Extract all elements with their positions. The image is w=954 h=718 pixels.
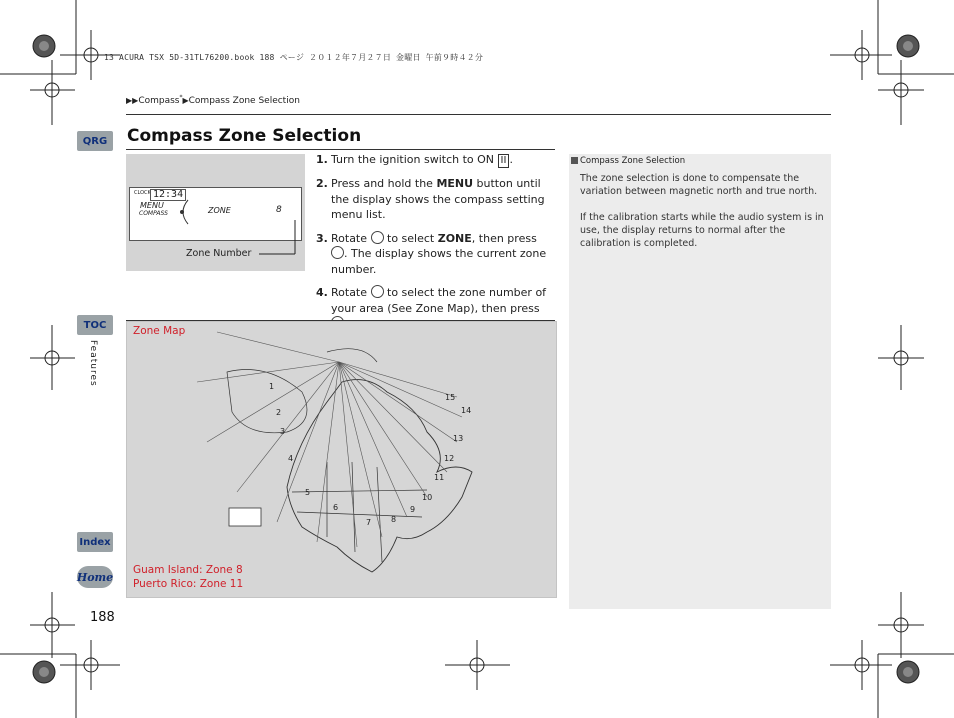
title-rule xyxy=(126,149,555,150)
zone-word: ZONE xyxy=(208,206,231,215)
ignition-key-label: II xyxy=(498,154,510,168)
breadcrumb-compass[interactable]: Compass xyxy=(138,96,180,106)
step-number: 4. xyxy=(316,286,328,299)
compass-text: COMPASS xyxy=(139,210,168,217)
toc-button[interactable]: TOC xyxy=(77,315,113,335)
note-heading xyxy=(571,156,685,166)
instruction-steps xyxy=(316,152,548,340)
arrow-icon: ▶ xyxy=(182,96,189,105)
step-2 xyxy=(316,176,548,223)
zone-map-title: Zone Map xyxy=(133,325,186,337)
note-heading-text: Compass Zone Selection xyxy=(580,156,686,166)
zone-label-15: 15 xyxy=(445,393,456,402)
note-body xyxy=(580,172,825,263)
step-text-end: button until the display shows the compass setting menu list. xyxy=(331,177,545,221)
index-button[interactable]: Index xyxy=(77,532,113,552)
step-text-end: . xyxy=(509,153,513,166)
zone-number-label: Zone Number xyxy=(186,248,252,259)
zone-map-figure xyxy=(127,322,555,595)
home-button[interactable]: Home xyxy=(77,566,113,588)
note-paragraph: The zone selection is done to compensate the variation between magnetic north and true north. xyxy=(580,173,818,197)
guam-zone: Guam Island: Zone 8 xyxy=(133,564,243,576)
zone-label-3: 3 xyxy=(280,427,286,436)
step-text: Turn the ignition switch to ON xyxy=(331,153,498,166)
zone-label-14: 14 xyxy=(461,406,472,415)
step-text: Rotate xyxy=(331,286,371,299)
zone-label-8: 8 xyxy=(391,515,397,524)
menu-text: MENU xyxy=(140,201,164,210)
rotate-knob-icon xyxy=(371,231,384,244)
zone-label-9: 9 xyxy=(410,505,416,514)
zone-label-6: 6 xyxy=(333,503,339,512)
dial-icon xyxy=(176,198,192,226)
breadcrumb-current: Compass Zone Selection xyxy=(188,96,300,106)
zone-option-label: ZONE xyxy=(437,231,472,245)
step-text-after: , then press xyxy=(471,231,537,245)
page-title: Compass Zone Selection xyxy=(127,126,362,146)
zone-label-10: 10 xyxy=(422,493,433,502)
zone-value: 8 xyxy=(276,205,282,215)
header-rule xyxy=(126,114,831,115)
note-icon xyxy=(571,157,578,164)
zone-label-4: 4 xyxy=(288,454,294,463)
double-arrow-icon: ▶▶ xyxy=(126,96,139,105)
clock-label: CLOCK xyxy=(134,190,151,196)
zone-label-2: 2 xyxy=(276,408,282,417)
qrg-button[interactable]: QRG xyxy=(77,131,113,151)
note-paragraph: If the calibration starts while the audio system is in use, the display returns to normal after the calibration is completed. xyxy=(580,212,824,249)
zone-label-7: 7 xyxy=(366,518,372,527)
step-3 xyxy=(316,231,548,278)
step-text-mid: to select the zone number of your area (See Zone Map), then press xyxy=(331,286,547,315)
section-tab: Features xyxy=(88,340,98,387)
hawaii-inset xyxy=(229,508,261,526)
step-text: Rotate xyxy=(331,231,371,245)
zone-label-12: 12 xyxy=(444,454,455,463)
zone-label-5: 5 xyxy=(305,488,311,497)
clock-time: 12:34 xyxy=(150,189,186,201)
step-number: 3. xyxy=(316,231,328,245)
breadcrumb xyxy=(126,94,300,106)
zone-number-leader xyxy=(255,220,305,260)
step-text: Press and hold the xyxy=(331,177,437,190)
rotate-knob-icon xyxy=(371,285,384,298)
puerto-rico-zone: Puerto Rico: Zone 11 xyxy=(133,578,244,590)
zone-label-13: 13 xyxy=(453,434,464,443)
press-knob-icon xyxy=(331,246,344,259)
step-text-mid: to select xyxy=(383,231,438,245)
footnote-marker: * xyxy=(179,94,183,101)
book-info: 13 ACURA TSX 5D-31TL76200.book 188 ページ ２０１２年７月２７日 金曜日 午前９時４２分 xyxy=(104,53,484,62)
step-text-end: . The display shows the current zone number. xyxy=(331,247,547,276)
step-1 xyxy=(316,152,548,168)
page-number: 188 xyxy=(90,610,115,625)
zone-label-11: 11 xyxy=(434,473,445,482)
step-number: 1. xyxy=(316,153,328,166)
menu-button-label: MENU xyxy=(436,177,474,190)
step-number: 2. xyxy=(316,177,328,190)
zone-label-1: 1 xyxy=(269,382,275,391)
